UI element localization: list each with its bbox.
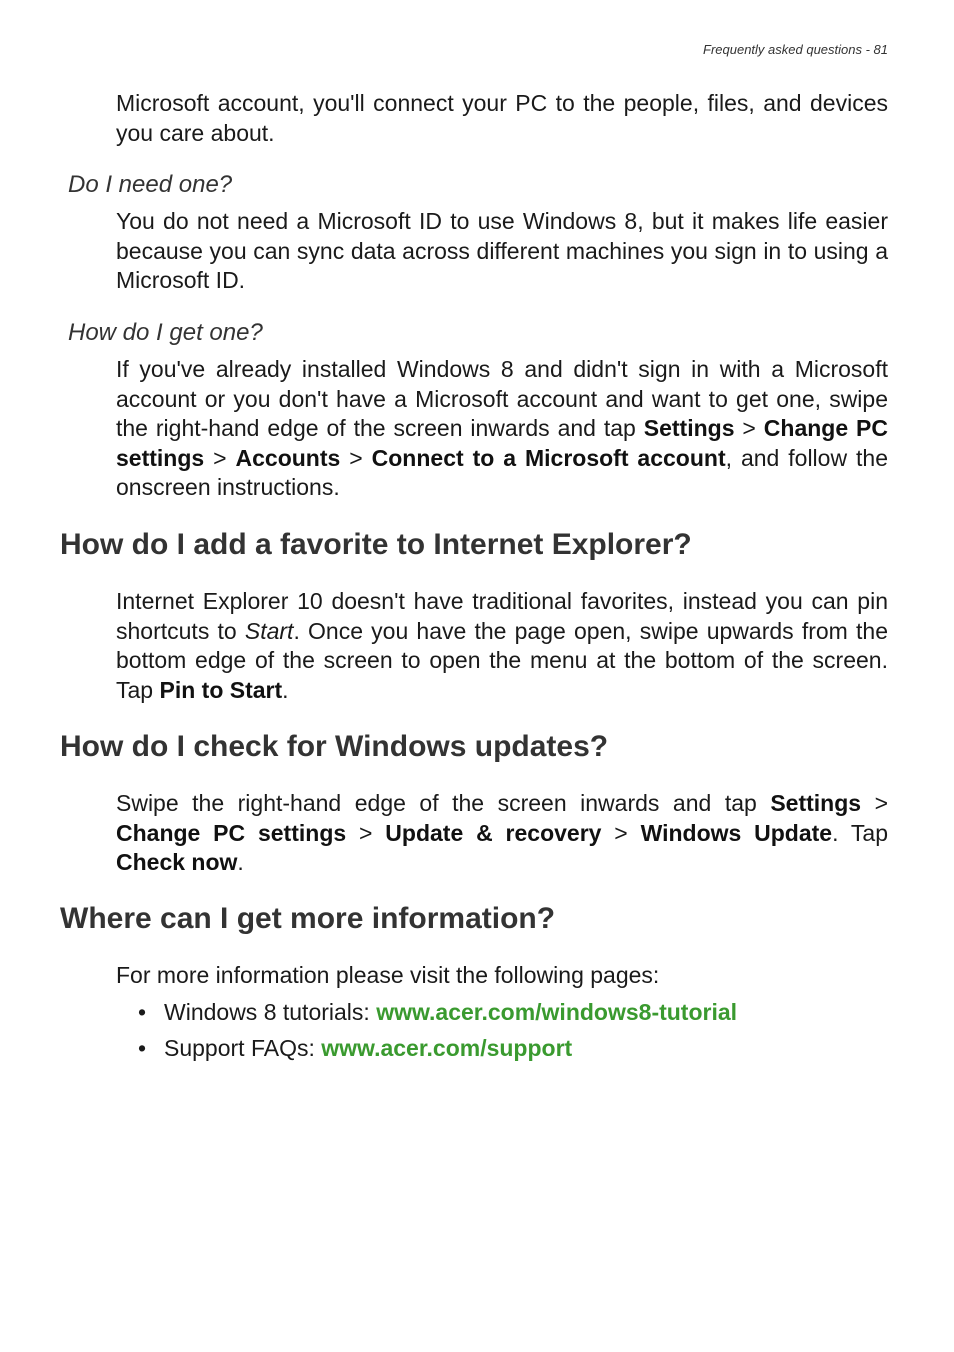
intro-paragraph: Microsoft account, you'll connect your PC to the people, files, and devices you care about. <box>116 90 888 146</box>
bullet-icon: • <box>138 1035 147 1061</box>
change-pc-settings-label: Change PC settings <box>116 415 888 471</box>
change-pc-settings-label: Change PC settings <box>116 819 347 846</box>
check-now-label: Check now <box>116 849 238 875</box>
settings-label: Settings <box>770 790 862 816</box>
running-header: Frequently asked questions - 81 <box>703 42 888 57</box>
get-one-text-1: If you've already installed Windows 8 and didn't sign in with a Microsoft account or you don't have a Microsoft account and want to get one, swipe the right-hand edge of the screen inwards and tap <box>116 356 888 441</box>
list-item <box>138 998 737 1027</box>
get-one-text-2: , and follow the onscreen instructions. <box>116 444 888 500</box>
windows-update-label: Windows Update <box>640 819 833 846</box>
favorites-paragraph <box>116 587 888 705</box>
path-separator: > <box>861 790 888 816</box>
get-one-paragraph <box>116 355 888 503</box>
need-one-paragraph: You do not need a Microsoft ID to use Windows 8, but it makes life easier because you can sync data across different machines you sign in to using a Microsoft ID. <box>116 208 888 293</box>
heading-favorites: How do I add a favorite to Internet Explorer? <box>60 528 692 561</box>
favorites-text-2: . Once you have the page open, swipe upwards from the bottom edge of the screen to open the menu at the bottom of the screen. Tap <box>116 617 888 703</box>
update-recovery-label: Update & recovery <box>385 819 602 846</box>
more-info-intro: For more information please visit the following pages: <box>116 962 660 988</box>
path-separator: > <box>340 444 372 471</box>
list-item-label: Support FAQs: <box>164 1035 322 1061</box>
tutorial-link[interactable]: www.acer.com/windows8-tutorial <box>376 999 738 1025</box>
subheading-need-one: Do I need one? <box>68 171 233 198</box>
heading-updates: How do I check for Windows updates? <box>60 730 609 763</box>
updates-text-1: Swipe the right-hand edge of the screen inwards and tap <box>116 790 771 816</box>
updates-paragraph <box>116 789 888 878</box>
path-separator: > <box>204 444 236 471</box>
path-separator: > <box>346 819 386 846</box>
connect-account-label: Connect to a Microsoft account <box>371 444 726 471</box>
start-label: Start <box>244 617 294 644</box>
subheading-get-one: How do I get one? <box>68 319 263 346</box>
settings-label: Settings <box>643 415 735 441</box>
updates-text-2: . Tap <box>832 819 889 846</box>
path-separator: > <box>734 415 764 441</box>
bullet-icon: • <box>138 999 147 1025</box>
list-item-label: Windows 8 tutorials: <box>164 999 377 1025</box>
list-item <box>138 1034 572 1063</box>
favorites-text-1: Internet Explorer 10 doesn't have traditional favorites, instead you can pin shortcuts to <box>116 588 888 644</box>
path-separator: > <box>601 819 641 846</box>
support-link[interactable]: www.acer.com/support <box>321 1035 573 1061</box>
accounts-label: Accounts <box>235 444 341 471</box>
heading-more-info: Where can I get more information? <box>60 902 556 935</box>
updates-text-3: . <box>237 849 244 875</box>
favorites-text-3: . <box>282 676 289 703</box>
pin-to-start-label: Pin to Start <box>159 676 283 703</box>
